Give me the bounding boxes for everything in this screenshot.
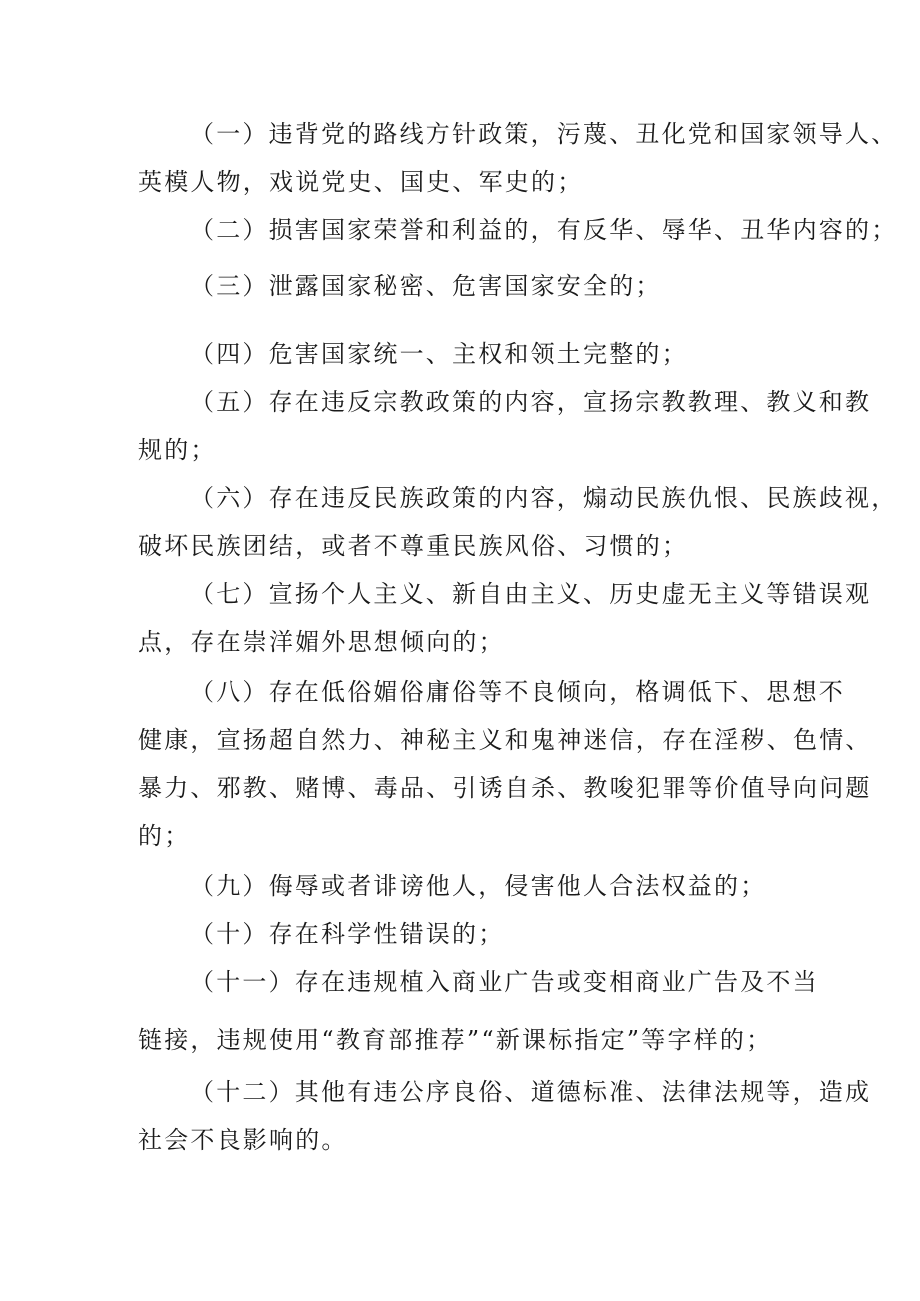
text-line: （十二）其他有违公序良俗、道德标准、法律法规等，造成 — [190, 1078, 872, 1106]
text-line: 破坏民族团结，或者不尊重民族风俗、习惯的； — [138, 532, 689, 560]
text-line: （六）存在违反民族政策的内容，煽动民族仇恨、民族歧视， — [190, 484, 898, 512]
text-line: 社会不良影响的。 — [138, 1126, 348, 1154]
text-line: （二）损害国家荣誉和利益的，有反华、辱华、丑华内容的； — [190, 216, 898, 244]
text-line: 健康，宣扬超自然力、神秘主义和鬼神迷信，存在淫秽、色情、 — [138, 726, 872, 754]
text-line: 英模人物，戏说党史、国史、军史的； — [138, 168, 584, 196]
text-line: （九）侮辱或者诽谤他人，侵害他人合法权益的； — [190, 872, 767, 900]
text-line: （一）违背党的路线方针政策，污蔑、丑化党和国家领导人、 — [190, 120, 898, 148]
text-line: （十一）存在违规植入商业广告或变相商业广告及不当 — [190, 968, 819, 996]
text-line: （十）存在科学性错误的； — [190, 920, 505, 948]
text-line: （七）宣扬个人主义、新自由主义、历史虚无主义等错误观 — [190, 580, 872, 608]
text-line: （八）存在低俗媚俗庸俗等不良倾向，格调低下、思想不 — [190, 678, 845, 706]
text-line: （三）泄露国家秘密、危害国家安全的； — [190, 272, 662, 300]
text-line: 的； — [138, 822, 191, 850]
text-line: （五）存在违反宗教政策的内容，宣扬宗教教理、教义和教 — [190, 388, 872, 416]
text-line: 暴力、邪教、赌博、毒品、引诱自杀、教唆犯罪等价值导向问题 — [138, 774, 872, 802]
text-line: 链接，违规使用“教育部推荐”“新课标指定”等字样的； — [138, 1026, 773, 1054]
text-line: 点，存在崇洋媚外思想倾向的； — [138, 628, 505, 656]
text-line: （四）危害国家统一、主权和领土完整的； — [190, 340, 688, 368]
text-line: 规的； — [138, 436, 217, 464]
